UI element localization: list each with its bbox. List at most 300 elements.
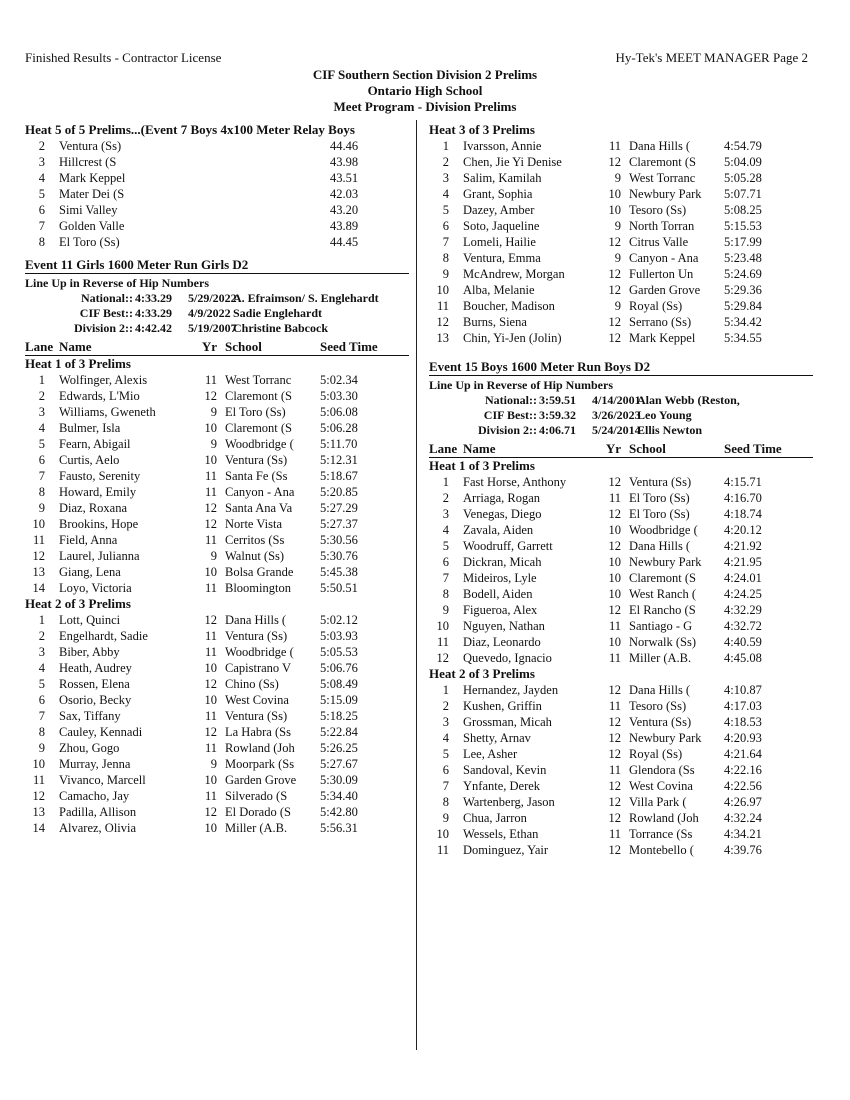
athlete-year: 10: [204, 661, 217, 675]
result-row: [25, 772, 409, 788]
result-row: [25, 788, 409, 804]
result-row: [429, 138, 813, 154]
team-name: Mark Keppel: [59, 171, 126, 185]
athlete-name: Dazey, Amber: [463, 203, 535, 217]
athlete-name: Alba, Melanie: [463, 283, 535, 297]
result-row: [25, 484, 409, 500]
athlete-name: Curtis, Aelo: [59, 453, 120, 467]
result-row: [429, 570, 813, 586]
athlete-year: 10: [204, 693, 217, 707]
result-row: [25, 612, 409, 628]
heat-title: Heat 3 of 3 Prelims: [429, 122, 535, 137]
seed-time: 5:30.09: [320, 773, 358, 787]
result-row: [429, 826, 813, 842]
seed-time: 5:06.08: [320, 405, 358, 419]
team-name: Ventura (Ss): [59, 139, 122, 153]
athlete-year: 12: [608, 331, 621, 345]
result-row: [429, 314, 813, 330]
seed-time: 5:30.76: [320, 549, 358, 563]
school-name: Norte Vista: [225, 517, 282, 531]
seed-time: 5:27.67: [320, 757, 358, 771]
record-label: CIF Best::: [483, 408, 537, 422]
athlete-year: 10: [204, 821, 217, 835]
athlete-name: Hernandez, Jayden: [463, 683, 559, 697]
athlete-name: Biber, Abby: [59, 645, 120, 659]
col-lane: Lane: [25, 339, 54, 354]
lane-number: 4: [38, 171, 45, 185]
athlete-name: Padilla, Allison: [59, 805, 137, 819]
result-row: [429, 186, 813, 202]
school-name: Bloomington: [225, 581, 291, 595]
athlete-name: Woodruff, Garrett: [463, 539, 553, 553]
school-name: Rowland (Joh: [225, 741, 295, 755]
athlete-year: 12: [608, 747, 621, 761]
record-row: [429, 423, 813, 438]
column-header: [429, 441, 813, 458]
athlete-name: Wolfinger, Alexis: [59, 373, 148, 387]
lane-number: 2: [38, 389, 45, 403]
athlete-year: 12: [608, 475, 621, 489]
athlete-name: Williams, Gweneth: [59, 405, 156, 419]
relay-row: [25, 138, 409, 154]
result-row: [429, 234, 813, 250]
lane-number: 5: [38, 437, 45, 451]
athlete-year: 12: [608, 235, 621, 249]
result-row: [429, 634, 813, 650]
record-time: 4:33.29: [135, 306, 172, 320]
lane-number: 10: [32, 757, 45, 771]
school-name: Dana Hills (: [629, 683, 691, 697]
athlete-year: 9: [614, 219, 621, 233]
seed-time: 4:15.71: [724, 475, 762, 489]
athlete-year: 11: [204, 581, 217, 595]
seed-time: 4:45.08: [724, 651, 762, 665]
school-name: Newbury Park: [629, 731, 702, 745]
athlete-name: Fausto, Serenity: [59, 469, 141, 483]
athlete-name: Giang, Lena: [59, 565, 121, 579]
athlete-year: 10: [204, 453, 217, 467]
record-holder: Christine Babcock: [233, 321, 329, 335]
athlete-year: 9: [614, 171, 621, 185]
athlete-name: Fast Horse, Anthony: [463, 475, 567, 489]
athlete-year: 11: [608, 491, 621, 505]
lane-number: 7: [442, 779, 449, 793]
lane-number: 5: [442, 203, 449, 217]
athlete-year: 12: [608, 715, 621, 729]
seed-time: 5:30.56: [320, 533, 358, 547]
lane-number: 13: [32, 565, 45, 579]
column-divider: [416, 120, 417, 1050]
seed-time: 5:26.25: [320, 741, 358, 755]
school-name: North Torran: [629, 219, 695, 233]
athlete-name: Nguyen, Nathan: [463, 619, 545, 633]
school-name: Newbury Park: [629, 187, 702, 201]
seed-time: 5:05.28: [724, 171, 762, 185]
school-name: Capistrano V: [225, 661, 292, 675]
col-name: Name: [59, 339, 92, 354]
lane-number: 1: [38, 613, 45, 627]
record-row: [429, 393, 813, 408]
athlete-name: Ivarsson, Annie: [463, 139, 542, 153]
relay-row: [25, 234, 409, 250]
lane-number: 3: [38, 405, 45, 419]
col-yr: Yr: [605, 441, 621, 456]
lane-number: 8: [38, 235, 45, 249]
athlete-year: 11: [204, 709, 217, 723]
seed-time: 4:10.87: [724, 683, 762, 697]
seed-time: 4:54.79: [724, 139, 762, 153]
lane-number: 5: [442, 747, 449, 761]
seed-time: 4:32.72: [724, 619, 762, 633]
seed-time: 5:22.84: [320, 725, 358, 739]
school-name: Serrano (Ss): [629, 315, 692, 329]
seed-time: 5:07.71: [724, 187, 762, 201]
athlete-year: 12: [608, 267, 621, 281]
athlete-year: 11: [608, 651, 621, 665]
school-name: Dana Hills (: [225, 613, 287, 627]
result-row: [429, 650, 813, 666]
school-name: Dana Hills (: [629, 139, 691, 153]
result-row: [25, 708, 409, 724]
athlete-year: 11: [204, 485, 217, 499]
school-name: Glendora (Ss: [629, 763, 695, 777]
result-row: [25, 804, 409, 820]
seed-time: 5:42.80: [320, 805, 358, 819]
seed-time: 5:24.69: [724, 267, 762, 281]
seed-time: 43.98: [330, 155, 359, 169]
lane-number: 6: [442, 219, 449, 233]
result-row: [429, 474, 813, 490]
lane-number: 13: [436, 331, 449, 345]
athlete-name: Salim, Kamilah: [463, 171, 542, 185]
relay-row: [25, 186, 409, 202]
school-name: Miller (A.B.: [225, 821, 288, 835]
record-holder: Alan Webb (Reston,: [637, 393, 740, 407]
result-row: [25, 500, 409, 516]
seed-time: 5:18.25: [320, 709, 358, 723]
school-name: Royal (Ss): [629, 299, 683, 313]
result-row: [25, 452, 409, 468]
result-row: [25, 388, 409, 404]
record-row: [25, 321, 409, 336]
school-name: Garden Grove: [629, 283, 701, 297]
school-name: El Rancho (S: [629, 603, 696, 617]
athlete-name: Shetty, Arnav: [463, 731, 531, 745]
school-name: Montebello (: [629, 843, 694, 857]
athlete-year: 9: [614, 299, 621, 313]
athlete-name: Bulmer, Isla: [59, 421, 121, 435]
lane-number: 10: [436, 283, 449, 297]
result-row: [25, 820, 409, 836]
athlete-year: 10: [608, 635, 621, 649]
athlete-year: 12: [608, 811, 621, 825]
result-row: [429, 778, 813, 794]
athlete-name: Rossen, Elena: [59, 677, 130, 691]
lane-number: 9: [38, 501, 45, 515]
school-name: El Toro (Ss): [629, 491, 690, 505]
athlete-name: Vivanco, Marcell: [59, 773, 146, 787]
result-row: [25, 724, 409, 740]
lane-number: 1: [442, 139, 449, 153]
seed-time: 4:32.24: [724, 811, 762, 825]
lane-number: 8: [38, 725, 45, 739]
athlete-year: 10: [608, 587, 621, 601]
record-time: 4:33.29: [135, 291, 172, 305]
athlete-name: Murray, Jenna: [59, 757, 131, 771]
lane-number: 10: [436, 619, 449, 633]
result-row: [429, 554, 813, 570]
result-row: [429, 202, 813, 218]
athlete-name: Lee, Asher: [463, 747, 518, 761]
school-name: Torrance (Ss: [629, 827, 693, 841]
athlete-year: 12: [608, 731, 621, 745]
seed-time: 4:20.12: [724, 523, 762, 537]
seed-time: 5:27.29: [320, 501, 358, 515]
result-row: [25, 436, 409, 452]
relay-row: [25, 218, 409, 234]
athlete-name: Laurel, Julianna: [59, 549, 140, 563]
lane-number: 10: [436, 827, 449, 841]
athlete-name: Zavala, Aiden: [463, 523, 534, 537]
lane-number: 11: [32, 773, 45, 787]
result-row: [25, 692, 409, 708]
lane-number: 2: [442, 491, 449, 505]
lane-number: 12: [32, 789, 45, 803]
record-time: 4:06.71: [539, 423, 576, 437]
lane-number: 8: [442, 587, 449, 601]
lane-number: 12: [436, 315, 449, 329]
seed-time: 5:34.40: [320, 789, 358, 803]
col-name: Name: [463, 441, 496, 456]
result-row: [429, 714, 813, 730]
school-name: Norwalk (Ss): [629, 635, 697, 649]
athlete-name: Ynfante, Derek: [463, 779, 541, 793]
athlete-name: Soto, Jaqueline: [463, 219, 540, 233]
lane-number: 4: [442, 731, 449, 745]
athlete-name: Figueroa, Alex: [463, 603, 538, 617]
lane-number: 11: [436, 299, 449, 313]
result-row: [429, 810, 813, 826]
seed-time: 5:15.09: [320, 693, 358, 707]
lane-number: 1: [38, 373, 45, 387]
athlete-year: 12: [204, 501, 217, 515]
athlete-name: Dominguez, Yair: [463, 843, 549, 857]
athlete-year: 9: [210, 757, 217, 771]
lane-number: 7: [38, 469, 45, 483]
athlete-year: 12: [608, 603, 621, 617]
meet-program: Meet Program - Division Prelims: [333, 99, 517, 114]
school-name: El Toro (Ss): [629, 507, 690, 521]
school-name: West Covina: [225, 693, 289, 707]
lane-number: 13: [32, 805, 45, 819]
school-name: Ventura (Ss): [225, 629, 288, 643]
lineup-note: Line Up in Reverse of Hip Numbers: [429, 378, 613, 392]
seed-time: 5:29.36: [724, 283, 762, 297]
seed-time: 5:27.37: [320, 517, 358, 531]
seed-time: 5:29.84: [724, 299, 762, 313]
athlete-year: 11: [204, 789, 217, 803]
school-name: Tesoro (Ss): [629, 699, 687, 713]
lane-number: 8: [38, 485, 45, 499]
athlete-name: Cauley, Kennadi: [59, 725, 143, 739]
lane-number: 4: [38, 661, 45, 675]
athlete-year: 11: [204, 469, 217, 483]
seed-time: 5:02.34: [320, 373, 358, 387]
lane-number: 2: [38, 139, 45, 153]
school-name: Santa Fe (Ss: [225, 469, 288, 483]
event-title: Event 11 Girls 1600 Meter Run Girls D2: [25, 256, 409, 274]
athlete-year: 11: [608, 619, 621, 633]
result-row: [25, 548, 409, 564]
athlete-year: 10: [204, 565, 217, 579]
relay-heat-title: Heat 5 of 5 Prelims...(Event 7 Boys 4x100 Meter Relay Boys: [25, 122, 355, 137]
meet-titles: [0, 67, 850, 115]
lane-number: 8: [442, 795, 449, 809]
seed-time: 43.89: [330, 219, 359, 233]
result-row: [25, 644, 409, 660]
athlete-year: 11: [204, 373, 217, 387]
result-row: [429, 522, 813, 538]
athlete-name: Wessels, Ethan: [463, 827, 539, 841]
athlete-year: 12: [608, 779, 621, 793]
athlete-name: Boucher, Madison: [463, 299, 555, 313]
lane-number: 14: [32, 581, 45, 595]
result-row: [25, 404, 409, 420]
seed-time: 4:26.97: [724, 795, 762, 809]
result-row: [25, 516, 409, 532]
athlete-year: 10: [608, 203, 621, 217]
school-name: Silverado (S: [225, 789, 288, 803]
athlete-name: Brookins, Hope: [59, 517, 139, 531]
seed-time: 5:08.25: [724, 203, 762, 217]
result-row: [429, 506, 813, 522]
athlete-year: 10: [608, 523, 621, 537]
seed-time: 4:22.56: [724, 779, 762, 793]
record-date: 5/29/2022: [188, 291, 237, 305]
seed-time: 44.46: [330, 139, 359, 153]
seed-time: 5:34.55: [724, 331, 762, 345]
column-header: [25, 339, 409, 356]
seed-time: 5:06.28: [320, 421, 358, 435]
seed-time: 5:45.38: [320, 565, 358, 579]
seed-time: 5:05.53: [320, 645, 358, 659]
result-row: [25, 564, 409, 580]
team-name: Mater Dei (S: [59, 187, 125, 201]
record-label: National::: [81, 291, 133, 305]
school-name: West Torranc: [225, 373, 292, 387]
record-time: 3:59.32: [539, 408, 576, 422]
lane-number: 5: [442, 539, 449, 553]
meet-venue: Ontario High School: [367, 83, 483, 98]
record-date: 5/24/2014: [592, 423, 641, 437]
athlete-name: Loyo, Victoria: [59, 581, 132, 595]
seed-time: 5:20.85: [320, 485, 358, 499]
athlete-name: Zhou, Gogo: [59, 741, 120, 755]
school-name: Santa Ana Va: [225, 501, 293, 515]
school-name: Santiago - G: [629, 619, 693, 633]
record-holder: Ellis Newton: [637, 423, 703, 437]
result-row: [429, 602, 813, 618]
school-name: Ventura (Ss): [629, 715, 692, 729]
lane-number: 3: [38, 155, 45, 169]
athlete-year: 10: [204, 773, 217, 787]
result-row: [429, 170, 813, 186]
lane-number: 3: [442, 715, 449, 729]
result-row: [429, 682, 813, 698]
athlete-year: 11: [608, 763, 621, 777]
athlete-year: 11: [608, 699, 621, 713]
lane-number: 2: [38, 629, 45, 643]
record-holder: Sadie Englehardt: [233, 306, 323, 320]
school-name: Newbury Park: [629, 555, 702, 569]
left-column: [25, 122, 409, 836]
athlete-name: Fearn, Abigail: [59, 437, 131, 451]
athlete-name: Burns, Siena: [463, 315, 527, 329]
lane-number: 3: [442, 507, 449, 521]
right-column: [429, 122, 813, 858]
athlete-year: 9: [614, 251, 621, 265]
seed-time: 5:06.76: [320, 661, 358, 675]
result-row: [429, 730, 813, 746]
athlete-year: 9: [210, 437, 217, 451]
lane-number: 2: [442, 699, 449, 713]
seed-time: 4:22.16: [724, 763, 762, 777]
seed-time: 43.51: [330, 171, 359, 185]
result-row: [429, 538, 813, 554]
lane-number: 8: [442, 251, 449, 265]
school-name: Cerritos (Ss: [225, 533, 285, 547]
seed-time: 4:39.76: [724, 843, 762, 857]
athlete-name: Field, Anna: [59, 533, 118, 547]
seed-time: 4:16.70: [724, 491, 762, 505]
record-date: 5/19/2007: [188, 321, 237, 335]
seed-time: 5:08.49: [320, 677, 358, 691]
athlete-year: 12: [204, 725, 217, 739]
school-name: Canyon - Ana: [629, 251, 699, 265]
record-label: National::: [485, 393, 537, 407]
lane-number: 6: [38, 693, 45, 707]
athlete-year: 10: [608, 555, 621, 569]
seed-time: 5:03.93: [320, 629, 358, 643]
lane-number: 4: [442, 187, 449, 201]
lane-number: 1: [442, 683, 449, 697]
school-name: Mark Keppel: [629, 331, 696, 345]
relay-row: [25, 154, 409, 170]
athlete-year: 11: [608, 139, 621, 153]
lineup-note: Line Up in Reverse of Hip Numbers: [25, 276, 209, 290]
school-name: West Covina: [629, 779, 693, 793]
result-row: [25, 420, 409, 436]
lane-number: 6: [38, 203, 45, 217]
athlete-name: Mideiros, Lyle: [463, 571, 537, 585]
seed-time: 5:50.51: [320, 581, 358, 595]
athlete-name: Ventura, Emma: [463, 251, 541, 265]
school-name: Villa Park (: [629, 795, 687, 809]
team-name: El Toro (Ss): [59, 235, 120, 249]
lane-number: 9: [442, 811, 449, 825]
lane-number: 6: [38, 453, 45, 467]
athlete-name: Lott, Quinci: [59, 613, 121, 627]
school-name: Moorpark (Ss: [225, 757, 295, 771]
result-row: [25, 660, 409, 676]
school-name: Ventura (Ss): [225, 709, 288, 723]
record-date: 3/26/2023: [592, 408, 641, 422]
school-name: Claremont (S: [225, 389, 293, 403]
lane-number: 6: [442, 555, 449, 569]
school-name: Fullerton Un: [629, 267, 694, 281]
school-name: Woodbridge (: [629, 523, 698, 537]
seed-time: 5:23.48: [724, 251, 762, 265]
